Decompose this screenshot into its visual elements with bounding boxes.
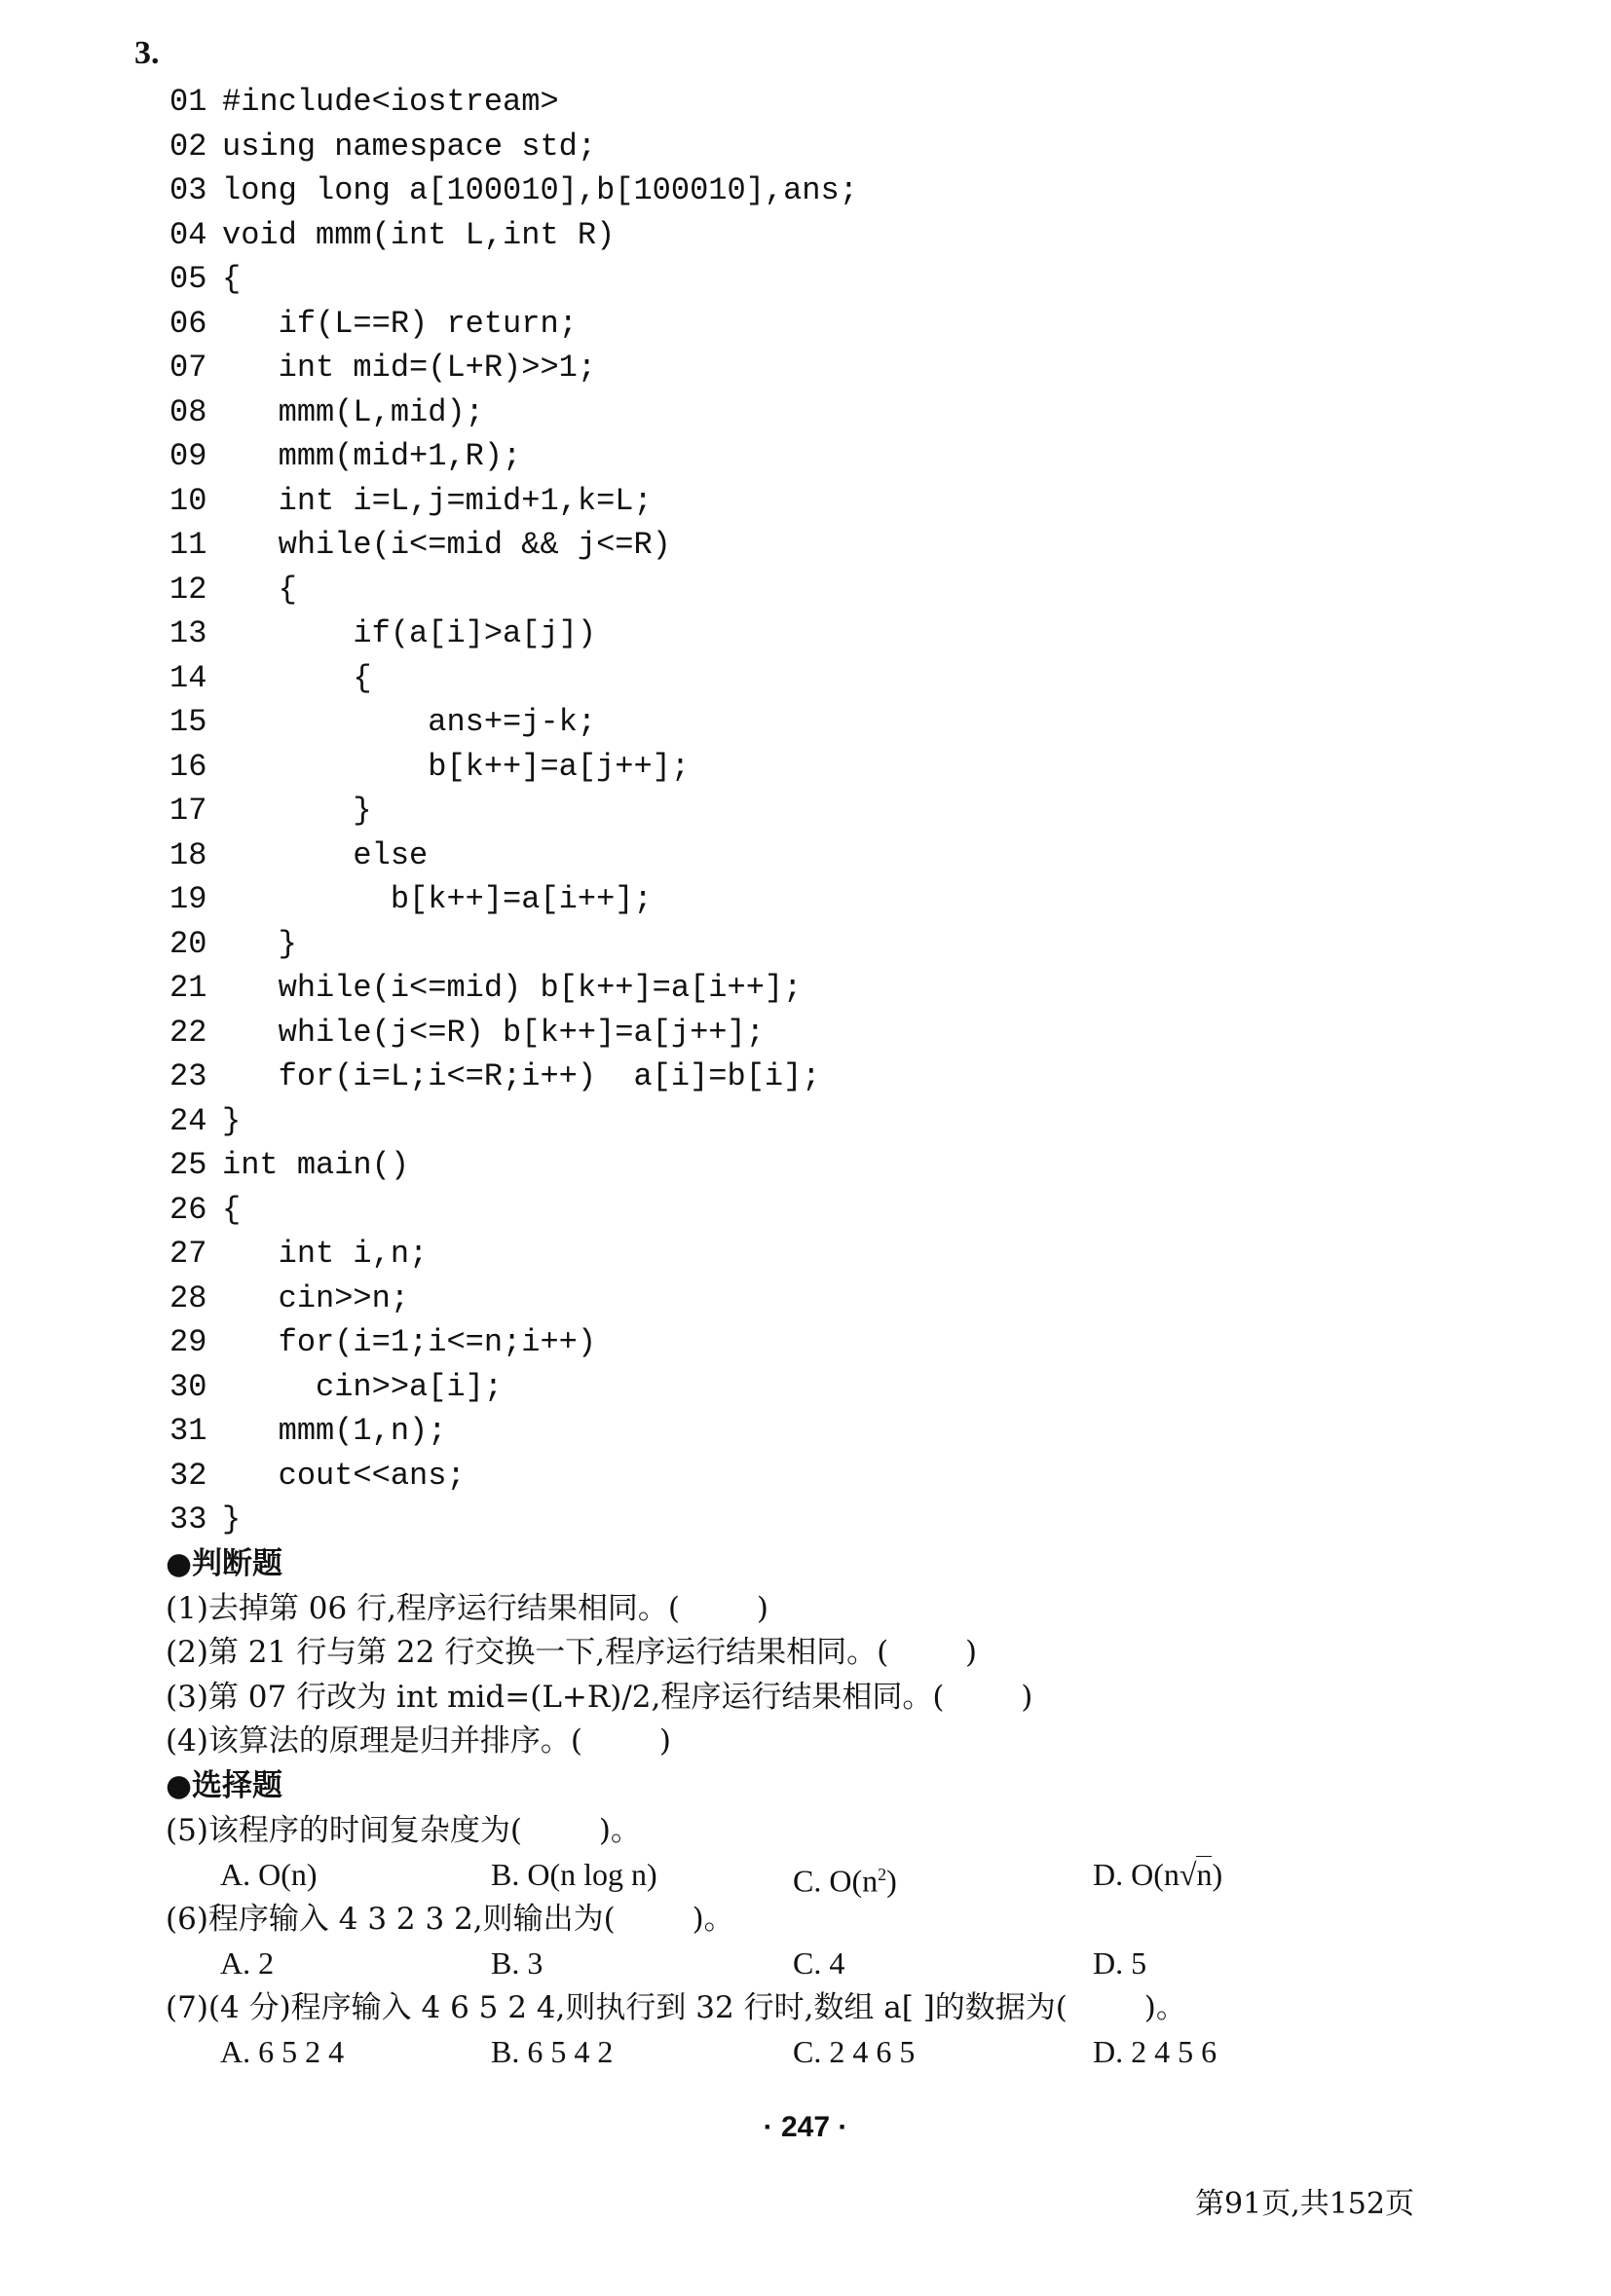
code-line <box>169 479 858 524</box>
code-line <box>169 568 858 612</box>
code-line <box>169 434 858 479</box>
q7-stem: (7)(4 分)程序输入 4 6 5 2 4,则执行到 32 行时,数组 a[ ]的数据为( )。 <box>166 1989 1186 2025</box>
code-line-text: for(i=1;i<=n;i++) <box>222 1324 597 1360</box>
code-line <box>169 80 858 125</box>
code-line-number: 28 <box>169 1279 207 1316</box>
code-line <box>169 833 858 878</box>
code-line <box>169 1454 858 1499</box>
code-line-text: if(L==R) return; <box>222 305 578 342</box>
code-line-number: 14 <box>169 659 207 696</box>
code-line-text: int i,n; <box>222 1236 429 1272</box>
code-line <box>169 1320 858 1365</box>
code-line-text: { <box>222 659 372 696</box>
code-line-number: 13 <box>169 615 207 651</box>
q7-option-c: C. 2 4 6 5 <box>793 2034 916 2069</box>
judge-heading: ●判断题 <box>166 1546 283 1581</box>
q5-option-d-radicand: n <box>1196 1857 1213 1892</box>
q5-option-d-close: ) <box>1212 1857 1223 1892</box>
code-line <box>169 257 858 302</box>
code-line <box>169 125 858 169</box>
choice-section <box>166 1764 1223 2075</box>
code-line-text: using namespace std; <box>222 128 597 165</box>
code-line-text: b[k++]=a[j++]; <box>222 748 691 785</box>
code-listing <box>169 80 858 1542</box>
code-line-text: } <box>222 1102 242 1139</box>
q5-option-c-close: ) <box>886 1863 897 1899</box>
code-line-number: 22 <box>169 1014 207 1051</box>
judge-item-3: (3)第 07 行改为 int mid=(L+R)/2,程序运行结果相同。( ) <box>166 1679 1033 1715</box>
code-line-text: if(a[i]>a[j]) <box>222 615 597 651</box>
code-line-number: 16 <box>169 748 207 785</box>
code-line-number: 21 <box>169 970 207 1006</box>
code-line-number: 32 <box>169 1457 207 1494</box>
code-line-text: } <box>222 1501 242 1537</box>
code-line-number: 03 <box>169 172 207 208</box>
code-line <box>169 168 858 213</box>
code-line-text: mmm(mid+1,R); <box>222 438 522 474</box>
code-line-number: 07 <box>169 350 207 386</box>
code-line <box>169 1365 858 1410</box>
code-line <box>169 745 858 790</box>
code-line-number: 02 <box>169 128 207 165</box>
code-line <box>169 789 858 833</box>
q6-option-b: B. 3 <box>491 1945 543 1981</box>
code-line-number: 09 <box>169 438 207 474</box>
code-line-number: 12 <box>169 571 207 608</box>
q5-option-d-text: D. O(n <box>1093 1857 1180 1892</box>
code-line-text: while(i<=mid) b[k++]=a[i++]; <box>222 970 803 1006</box>
code-line-text: mmm(1,n); <box>222 1413 447 1449</box>
code-line-number: 27 <box>169 1236 207 1272</box>
code-line-number: 08 <box>169 393 207 430</box>
q7-option-d: D. 2 4 5 6 <box>1093 2034 1218 2069</box>
code-line-text: } <box>222 925 297 962</box>
code-line <box>169 611 858 656</box>
code-line-text: cin>>a[i]; <box>222 1368 504 1405</box>
page-count-label: 第91页,共152页 <box>1195 2187 1414 2221</box>
q7-options <box>166 2030 1218 2075</box>
q7-option-a: A. 6 5 2 4 <box>220 2034 345 2069</box>
code-line-number: 04 <box>169 216 207 253</box>
code-line-number: 05 <box>169 261 207 297</box>
code-line <box>169 213 858 258</box>
code-line <box>169 1232 858 1277</box>
code-line-text: #include<iostream> <box>222 84 559 120</box>
code-line-number: 20 <box>169 925 207 962</box>
q5-option-c-text: C. O(n <box>793 1863 879 1899</box>
code-line <box>169 877 858 922</box>
code-line <box>169 1099 858 1144</box>
q6-options <box>166 1942 1186 1986</box>
judge-item-1: (1)去掉第 06 行,程序运行结果相同。( ) <box>166 1590 768 1626</box>
q5-option-c-exponent: 2 <box>878 1865 887 1884</box>
code-line <box>169 700 858 745</box>
q6-stem: (6)程序输入 4 3 2 3 2,则输出为( )。 <box>166 1901 734 1937</box>
code-line-text: long long a[100010],b[100010],ans; <box>222 172 858 208</box>
code-line-number: 24 <box>169 1102 207 1139</box>
code-line-number: 23 <box>169 1058 207 1094</box>
code-line-text: void mmm(int L,int R) <box>222 216 616 253</box>
code-line-number: 18 <box>169 836 207 873</box>
code-line-number: 33 <box>169 1501 207 1537</box>
q5-stem: (5)该程序的时间复杂度为( )。 <box>166 1812 641 1848</box>
code-line-text: ans+=j-k; <box>222 704 597 740</box>
code-line-number: 17 <box>169 793 207 829</box>
q5-options <box>166 1853 1223 1899</box>
code-line-number: 26 <box>169 1191 207 1228</box>
code-line <box>169 390 858 435</box>
q5-option-b: B. O(n log n) <box>491 1857 657 1892</box>
code-line-number: 29 <box>169 1324 207 1360</box>
code-line-text: { <box>222 261 242 297</box>
code-line-number: 11 <box>169 527 207 563</box>
code-line-text: b[k++]=a[i++]; <box>222 881 653 917</box>
q6-option-d: D. 5 <box>1093 1945 1147 1981</box>
code-line-number: 31 <box>169 1413 207 1449</box>
code-line <box>169 1277 858 1321</box>
judge-item-4: (4)该算法的原理是归并排序。( ) <box>166 1723 671 1759</box>
choice-heading: ●选择题 <box>166 1768 283 1803</box>
code-line-text: else <box>222 836 429 873</box>
code-line-number: 06 <box>169 305 207 342</box>
code-line-number: 01 <box>169 84 207 120</box>
code-line-text: { <box>222 571 297 608</box>
code-line <box>169 1055 858 1099</box>
code-line-text: mmm(L,mid); <box>222 393 484 430</box>
q5-option-c <box>793 1853 897 1904</box>
code-line-number: 25 <box>169 1147 207 1183</box>
code-line-number: 30 <box>169 1368 207 1405</box>
q5-option-d <box>1093 1853 1222 1898</box>
code-line-text: for(i=L;i<=R;i++) a[i]=b[i]; <box>222 1058 821 1094</box>
code-line <box>169 1188 858 1233</box>
code-line <box>169 1011 858 1055</box>
page-number: · 247 · <box>763 2111 848 2143</box>
code-line <box>169 966 858 1011</box>
code-line-text: while(i<=mid && j<=R) <box>222 527 671 563</box>
code-line-text: int main() <box>222 1147 410 1183</box>
judge-section <box>166 1542 1032 1764</box>
code-line <box>169 523 858 568</box>
code-line <box>169 302 858 347</box>
code-line-text: int i=L,j=mid+1,k=L; <box>222 482 653 519</box>
code-line-text: cin>>n; <box>222 1279 410 1316</box>
code-line-text: int mid=(L+R)>>1; <box>222 350 597 386</box>
judge-item-2: (2)第 21 行与第 22 行交换一下,程序运行结果相同。( ) <box>166 1635 978 1670</box>
q7-option-b: B. 6 5 4 2 <box>491 2034 614 2069</box>
q6-option-c: C. 4 <box>793 1945 845 1981</box>
code-line-text: cout<<ans; <box>222 1457 466 1494</box>
q6-option-a: A. 2 <box>220 1945 275 1981</box>
code-line <box>169 346 858 390</box>
sqrt-sign-icon: √ <box>1179 1857 1197 1892</box>
q5-option-a: A. O(n) <box>220 1857 318 1892</box>
code-line-number: 15 <box>169 704 207 740</box>
code-line-number: 10 <box>169 482 207 519</box>
code-line <box>169 1143 858 1188</box>
code-line-text: while(j<=R) b[k++]=a[j++]; <box>222 1014 765 1051</box>
code-line <box>169 1409 858 1454</box>
code-line-text: { <box>222 1191 242 1228</box>
code-line-number: 19 <box>169 881 207 917</box>
code-line <box>169 1498 858 1542</box>
code-line-text: } <box>222 793 372 829</box>
question-number: 3. <box>134 35 160 71</box>
code-line <box>169 922 858 967</box>
code-line <box>169 656 858 701</box>
